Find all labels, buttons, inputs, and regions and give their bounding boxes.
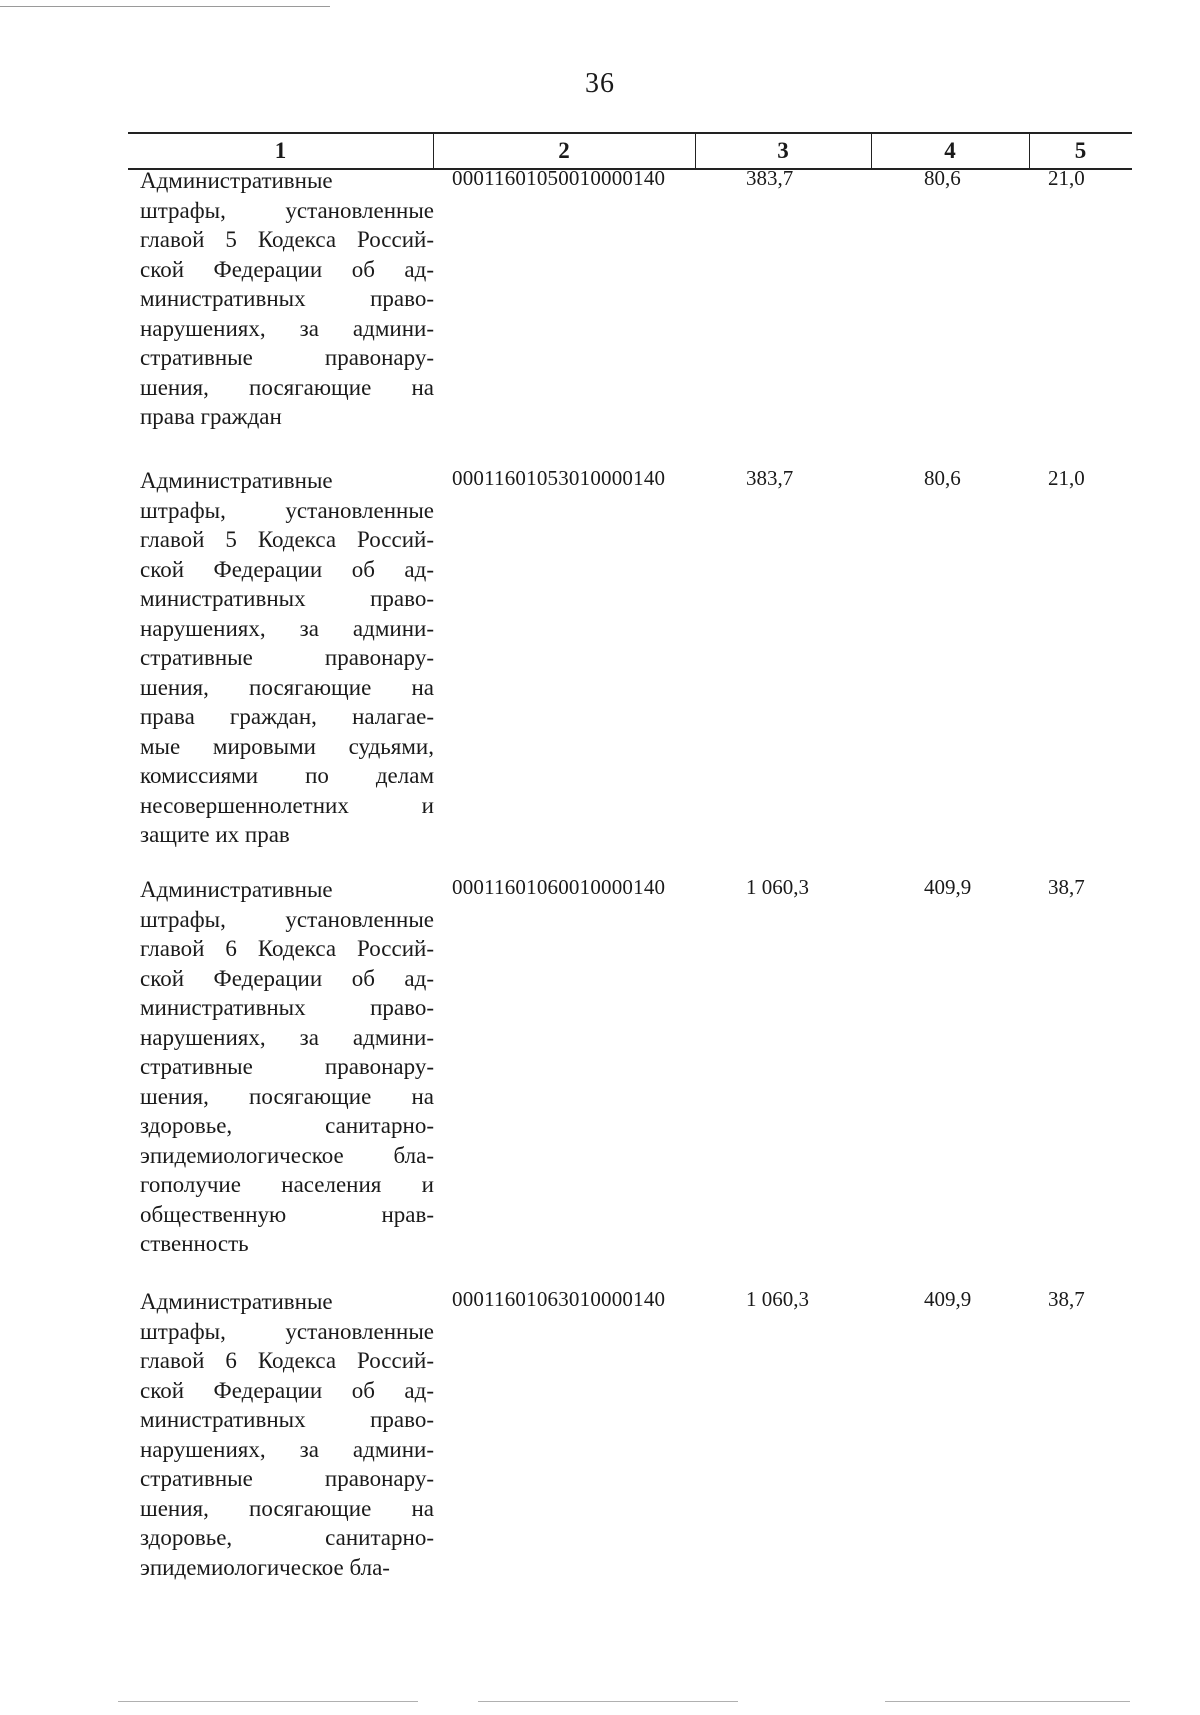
description-line: права граждан xyxy=(140,404,282,429)
value-col-4: 409,9 xyxy=(924,1287,972,1311)
value-col-5: 38,7 xyxy=(1048,1287,1085,1311)
description-line: ской Федерации об ад- xyxy=(140,556,434,582)
description-line: шения, посягающие на xyxy=(140,374,434,400)
row-description xyxy=(140,1287,434,1582)
description-line: ской Федерации об ад- xyxy=(140,965,434,991)
value-col-3: 383,7 xyxy=(746,466,794,490)
description-line: министративных право- xyxy=(140,286,434,311)
description-line: министративных право- xyxy=(140,586,434,611)
description-line: стративные правонару- xyxy=(140,1466,434,1491)
header-col-5: 5 xyxy=(1074,138,1087,163)
value-col-3: 383,7 xyxy=(746,166,794,190)
description-line: защите их прав xyxy=(140,822,290,847)
value-col-3: 1 060,3 xyxy=(746,1287,809,1311)
description-line: нарушениях, за админи- xyxy=(140,615,434,641)
top-edge-rule xyxy=(0,6,330,7)
row-description xyxy=(140,875,434,1259)
description-line: эпидемиологическое бла- xyxy=(140,1142,434,1168)
description-line: стративные правонару- xyxy=(140,1054,434,1079)
description-line: ственность xyxy=(140,1231,249,1256)
description-line: штрафы, установленные xyxy=(140,1318,434,1344)
bottom-edge-rule xyxy=(478,1701,738,1702)
description-line: Административные xyxy=(140,877,333,902)
description-line: нарушениях, за админи- xyxy=(140,315,434,341)
header-col-4: 4 xyxy=(944,138,956,163)
value-col-4: 409,9 xyxy=(924,875,972,899)
header-col-2: 2 xyxy=(558,138,570,163)
description-line: здоровье, санитарно- xyxy=(140,1525,434,1550)
budget-code: 00011601053010000140 xyxy=(452,466,666,490)
value-col-5: 21,0 xyxy=(1048,166,1085,190)
description-line: Административные xyxy=(140,1289,333,1314)
description-line: гополучие населения и xyxy=(140,1172,434,1197)
value-col-5: 21,0 xyxy=(1048,466,1085,490)
budget-code: 00011601063010000140 xyxy=(452,1287,666,1311)
description-line: министративных право- xyxy=(140,995,434,1020)
description-line: шения, посягающие на xyxy=(140,674,434,700)
description-line: министративных право- xyxy=(140,1407,434,1432)
description-line: ской Федерации об ад- xyxy=(140,1377,434,1403)
row-description xyxy=(140,466,434,850)
description-line: стративные правонару- xyxy=(140,645,434,670)
description-line: штрафы, установленные xyxy=(140,497,434,523)
description-line: эпидемиологическое бла- xyxy=(140,1554,390,1580)
description-line: Административные xyxy=(140,468,333,493)
page-number: 36 xyxy=(585,68,615,99)
description-line: мые мировыми судьями, xyxy=(140,733,434,759)
bottom-edge-rule xyxy=(118,1701,418,1702)
description-line: шения, посягающие на xyxy=(140,1083,434,1109)
description-line: шения, посягающие на xyxy=(140,1495,434,1521)
description-line: главой 5 Кодекса Россий- xyxy=(140,227,434,252)
description-line: ской Федерации об ад- xyxy=(140,256,434,282)
value-col-3: 1 060,3 xyxy=(746,875,809,899)
description-line: права граждан, налагае- xyxy=(140,704,434,729)
row-description xyxy=(140,166,434,432)
description-line: несовершеннолетних и xyxy=(140,792,434,818)
table-header xyxy=(128,132,1132,170)
bottom-edge-rule xyxy=(885,1701,1130,1702)
description-line: штрафы, установленные xyxy=(140,906,434,932)
budget-code: 00011601060010000140 xyxy=(452,875,666,899)
value-col-4: 80,6 xyxy=(924,466,961,490)
description-line: главой 6 Кодекса Россий- xyxy=(140,1348,434,1373)
header-col-3: 3 xyxy=(777,138,789,163)
budget-code: 00011601050010000140 xyxy=(452,166,666,190)
description-line: Административные xyxy=(140,168,333,193)
description-line: нарушениях, за админи- xyxy=(140,1436,434,1462)
value-col-5: 38,7 xyxy=(1048,875,1085,899)
description-line: здоровье, санитарно- xyxy=(140,1113,434,1138)
value-col-4: 80,6 xyxy=(924,166,961,190)
description-line: общественную нрав- xyxy=(140,1201,434,1227)
description-line: стративные правонару- xyxy=(140,345,434,370)
description-line: штрафы, установленные xyxy=(140,197,434,223)
header-col-1: 1 xyxy=(274,138,287,163)
description-line: комиссиями по делам xyxy=(140,763,434,788)
description-line: главой 6 Кодекса Россий- xyxy=(140,936,434,961)
description-line: нарушениях, за админи- xyxy=(140,1024,434,1050)
description-line: главой 5 Кодекса Россий- xyxy=(140,527,434,552)
